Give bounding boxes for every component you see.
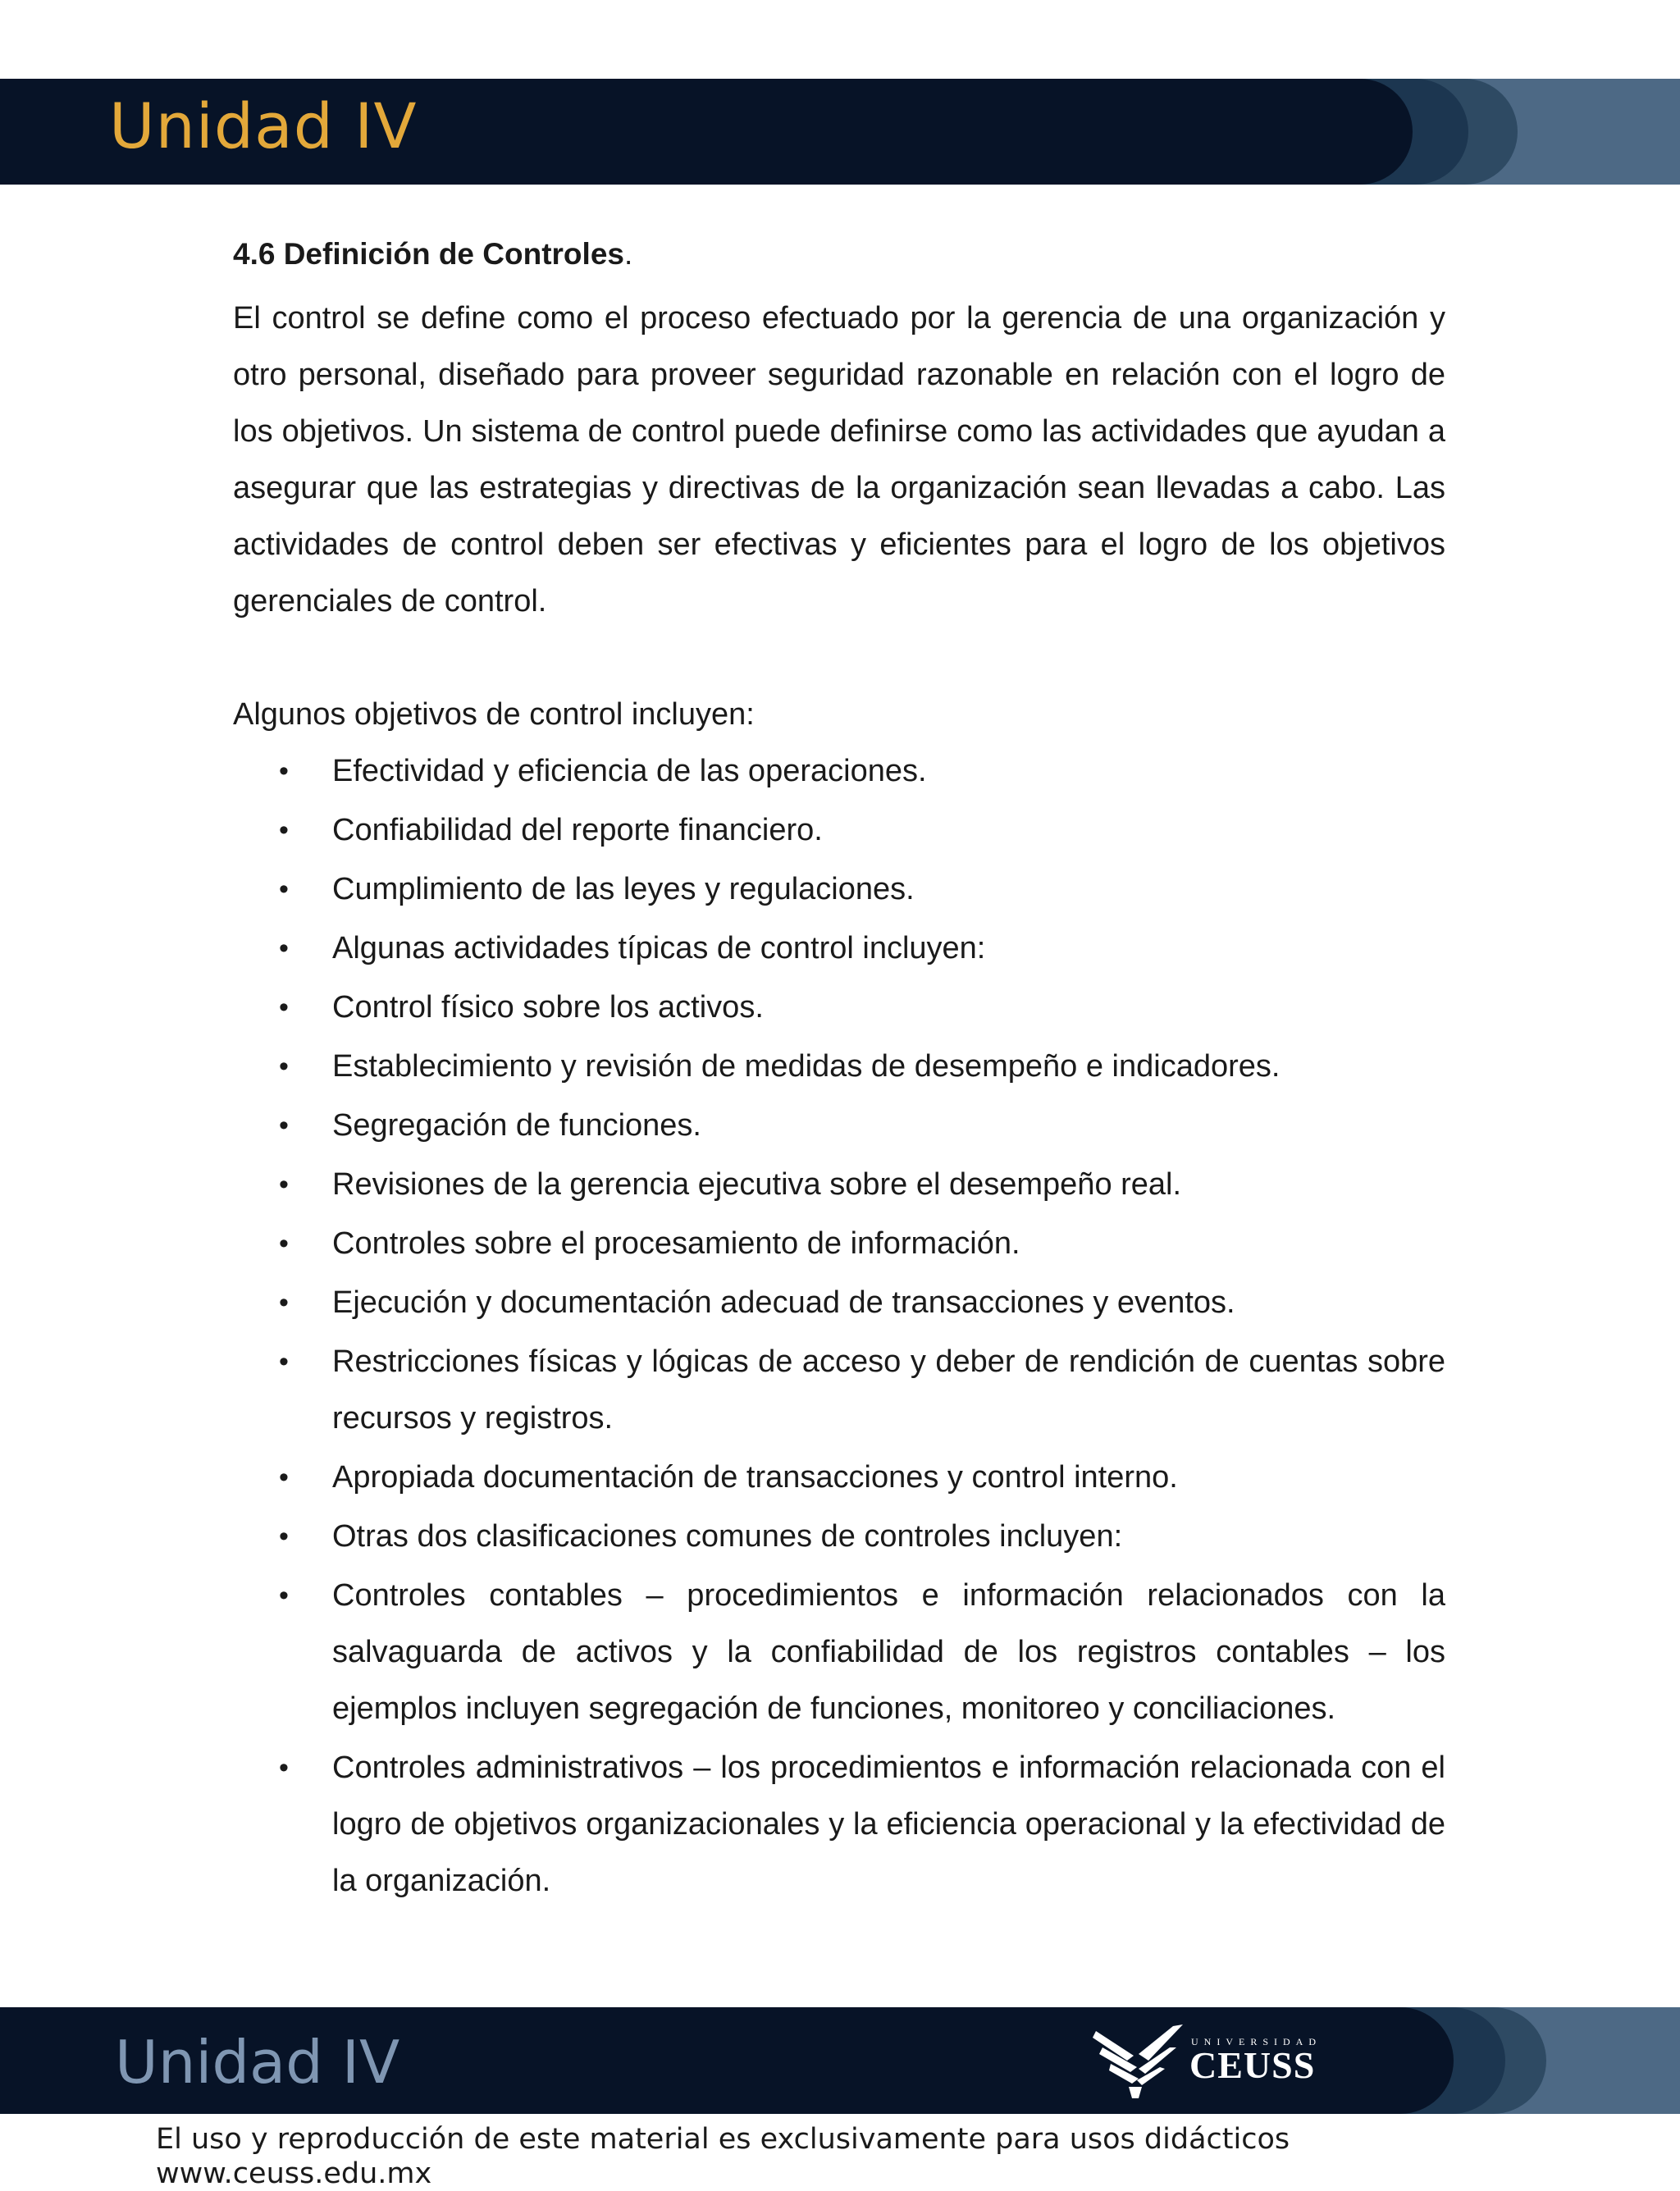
list-item [233,1038,1445,1095]
list-item [233,743,1445,800]
bullet-icon: • [279,1287,289,1318]
bullet-icon: • [279,933,289,964]
list-item [233,1509,1445,1565]
logo-university-label: UNIVERSIDAD [1191,2036,1322,2047]
bullet-icon: • [279,1752,289,1783]
bullet-icon: • [279,1462,289,1493]
list-item [233,1334,1445,1447]
list-item-text: Segregación de funciones. [332,1108,701,1143]
header-unit-title: Unidad IV [109,89,418,162]
list-item [233,1157,1445,1213]
section-paragraph: El control se define como el proceso efectuado por la gerencia de una organización y otro personal, diseñado para proveer seguridad razonable en relación con el logro de los objetivos. Un sistema de control puede definirse como las actividades que ayudan a asegurar que las estrategias y directivas de la organización sean llevadas a cabo. Las actividades de control deben ser efectivas y eficientes para el logro de los objetivos gerenciales de control. [233,301,1445,619]
list-item-text: Restricciones físicas y lógicas de acceso y deber de rendición de cuentas sobre recursos y registros. [332,1344,1445,1436]
list-item [233,861,1445,918]
list-item-text: Algunas actividades típicas de control incluyen: [332,931,986,965]
list-item-text: Cumplimiento de las leyes y regulaciones. [332,872,915,906]
section-heading-period: . [623,237,633,271]
bullet-icon: • [279,992,289,1023]
eagle-logo-icon [1091,2020,1189,2102]
list-item-text: Confiabilidad del reporte financiero. [332,813,823,847]
section-heading [233,230,1445,279]
document-body [233,230,1445,1912]
list-item [233,1449,1445,1506]
footer-disclaimer: El uso y reproducción de este material es exclusivamente para usos didácticos www.ceuss.edu.mx [156,2123,1290,2190]
footer-unit-title: Unidad IV [115,2028,400,2097]
list-item-text: Controles administrativos – los procedimientos e información relacionada con el logro de objetivos organizacionales y la eficiencia operacional y la efectividad de la organización. [332,1751,1445,1898]
bullet-icon: • [279,1051,289,1082]
list-item-text: Controles sobre el procesamiento de información. [332,1226,1020,1261]
list-item [233,802,1445,859]
list-item [233,1098,1445,1154]
list-item-text: Establecimiento y revisión de medidas de desempeño e indicadores. [332,1049,1281,1084]
list-item-text: Efectividad y eficiencia de las operaciones. [332,754,927,788]
objectives-list [233,743,1445,1910]
bullet-icon: • [279,1521,289,1552]
list-item-text: Revisiones de la gerencia ejecutiva sobre el desempeño real. [332,1167,1182,1202]
list-item-text: Apropiada documentación de transacciones y control interno. [332,1460,1178,1495]
list-item-text: Control físico sobre los activos. [332,990,764,1025]
list-item [233,1216,1445,1272]
list-item [233,1275,1445,1331]
bullet-icon: • [279,1228,289,1259]
list-item [233,920,1445,977]
bullet-icon: • [279,874,289,905]
list-item [233,979,1445,1036]
list-item-text: Controles contables – procedimientos e información relacionados con la salvaguarda de activos y la confiabilidad de los registros contables – los ejemplos incluyen segregación de funciones, monitoreo y conciliaciones. [332,1578,1445,1726]
list-item-text: Otras dos clasificaciones comunes de controles incluyen: [332,1519,1123,1554]
bullet-icon: • [279,1580,289,1611]
list-intro: Algunos objetivos de control incluyen: [233,697,755,732]
bullet-icon: • [279,755,289,787]
list-item [233,1568,1445,1737]
bullet-icon: • [279,815,289,846]
ceuss-logo [1091,2020,1329,2102]
bullet-icon: • [279,1346,289,1377]
bullet-icon: • [279,1110,289,1141]
logo-name: CEUSS [1189,2044,1316,2086]
list-item-text: Ejecución y documentación adecuad de transacciones y eventos. [332,1285,1235,1320]
section-heading-text: 4.6 Definición de Controles [233,237,624,271]
list-item [233,1740,1445,1910]
bullet-icon: • [279,1169,289,1200]
